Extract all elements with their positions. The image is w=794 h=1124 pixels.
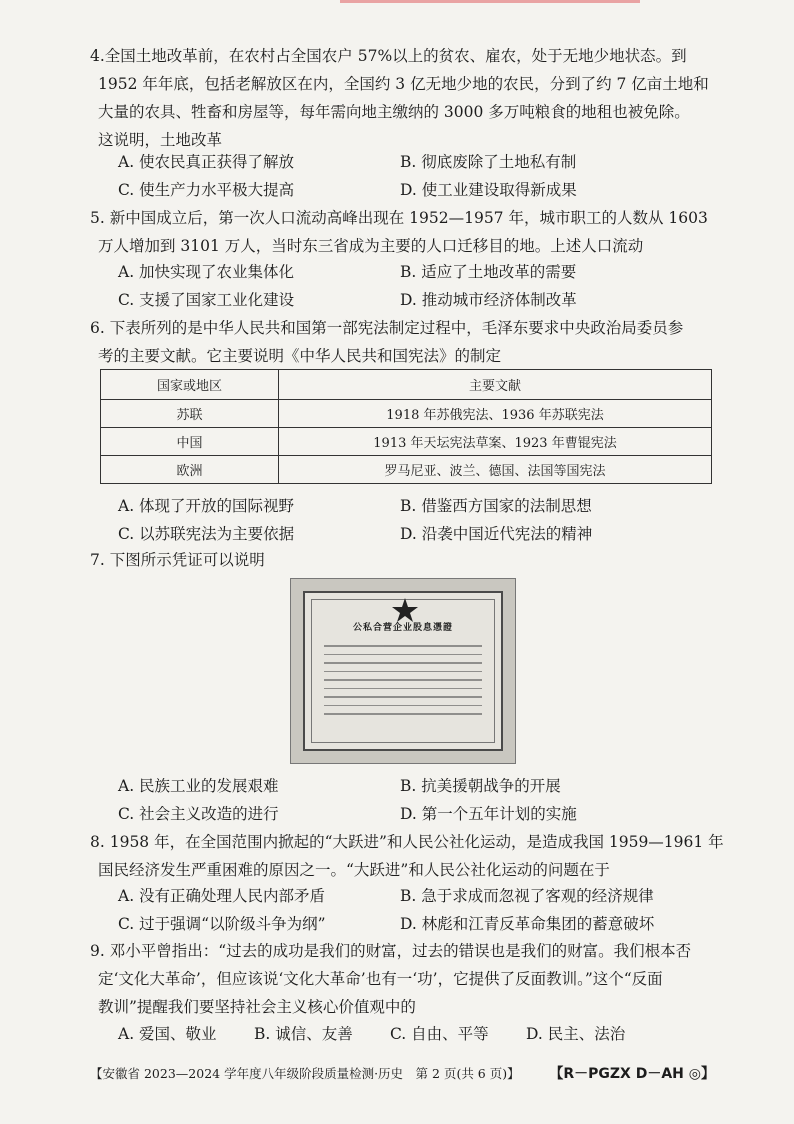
q5-option-c[interactable]: C. 支援了国家工业化建设	[118, 291, 295, 309]
question-6	[90, 314, 710, 370]
question-4	[90, 42, 710, 154]
q8-option-d[interactable]: D. 林彪和江青反革命集团的蓄意破坏	[400, 915, 655, 933]
q9-options	[118, 1020, 718, 1048]
q6-line: 考的主要文献。它主要说明《中华人民共和国宪法》的制定	[98, 347, 502, 365]
q7-option-b[interactable]: B. 抗美援朝战争的开展	[400, 777, 561, 795]
q8-option-a[interactable]: A. 没有正确处理人民内部矛盾	[118, 887, 326, 905]
q7-option-d[interactable]: D. 第一个五年计划的实施	[400, 805, 577, 823]
question-5	[90, 204, 710, 260]
q4-option-a[interactable]: A. 使农民真正获得了解放	[118, 153, 295, 171]
certificate	[303, 591, 503, 751]
q7-line: 7. 下图所示凭证可以说明	[90, 551, 265, 569]
question-7	[90, 546, 710, 574]
table-cell-region: 欧洲	[101, 456, 279, 484]
q8-options	[118, 882, 718, 938]
q6-option-d[interactable]: D. 沿袭中国近代宪法的精神	[400, 525, 593, 543]
q4-line: 4.全国土地改革前，在农村占全国农户 57%以上的贫农、雇农，处于无地少地状态。到	[90, 47, 687, 65]
q5-line: 万人增加到 3101 万人，当时东三省成为主要的人口迁移目的地。上述人口流动	[98, 237, 644, 255]
question-8	[90, 828, 724, 884]
q8-line: 国民经济发生严重困难的原因之一。“大跃进”和人民公社化运动的问题在于	[98, 861, 610, 879]
page-footer	[90, 1061, 715, 1087]
table-cell-region: 苏联	[101, 400, 279, 428]
table-cell-documents: 1913 年天坛宪法草案、1923 年曹锟宪法	[279, 428, 712, 456]
q8-option-b[interactable]: B. 急于求成而忽视了客观的经济规律	[400, 887, 654, 905]
q6-options	[118, 492, 718, 548]
q8-line: 8. 1958 年，在全国范围内掀起的“大跃进”和人民公社化运动，是造成我国 1959—1961 年	[90, 833, 724, 851]
constitution-documents-table	[100, 369, 712, 484]
q5-option-a[interactable]: A. 加快实现了农业集体化	[118, 263, 295, 281]
q4-option-b[interactable]: B. 彻底废除了土地私有制	[400, 153, 577, 171]
certificate-text-lines	[324, 638, 482, 722]
q4-options	[118, 148, 718, 204]
table-cell-documents: 罗马尼亚、波兰、德国、法国等国宪法	[279, 456, 712, 484]
q7-option-c[interactable]: C. 社会主义改造的进行	[118, 805, 279, 823]
q5-options	[118, 258, 718, 314]
q4-option-d[interactable]: D. 使工业建设取得新成果	[400, 181, 577, 199]
q6-option-b[interactable]: B. 借鉴西方国家的法制思想	[400, 497, 592, 515]
certificate-photo	[290, 578, 516, 764]
star-icon	[392, 598, 418, 622]
q9-option-a[interactable]: A. 爱国、敬业	[118, 1025, 217, 1043]
q8-option-c[interactable]: C. 过于强调“以阶级斗争为纲”	[118, 915, 326, 933]
table-row	[101, 428, 712, 456]
q9-line: 定‘文化大革命’，但应该说‘文化大革命’也有一‘功’，它提供了反面教训。”这个“反面	[98, 970, 663, 988]
table-header-region: 国家或地区	[101, 370, 279, 400]
q4-line: 1952 年年底，包括老解放区在内，全国约 3 亿无地少地的农民，分到了约 7 亿亩土地和	[98, 75, 709, 93]
q6-line: 6. 下表所列的是中华人民共和国第一部宪法制定过程中，毛泽东要求中央政治局委员参	[90, 319, 684, 337]
question-9	[90, 937, 710, 1021]
q5-line: 5. 新中国成立后，第一次人口流动高峰出现在 1952—1957 年，城市职工的人数从 1603	[90, 209, 708, 227]
q7-option-a[interactable]: A. 民族工业的发展艰难	[118, 777, 279, 795]
footer-paper-code: 【R－PGZX D－AH ◎】	[549, 1066, 715, 1082]
top-edge-mark	[340, 0, 640, 3]
q9-option-b[interactable]: B. 诚信、友善	[254, 1025, 353, 1043]
certificate-title: 公私合营企业股息憑證	[352, 623, 453, 633]
table-cell-documents: 1918 年苏俄宪法、1936 年苏联宪法	[279, 400, 712, 428]
q7-options	[118, 772, 718, 828]
q5-option-b[interactable]: B. 适应了土地改革的需要	[400, 263, 577, 281]
q9-option-d[interactable]: D. 民主、法治	[526, 1025, 626, 1043]
q6-option-c[interactable]: C. 以苏联宪法为主要依据	[118, 525, 295, 543]
q9-line: 教训”提醒我们要坚持社会主义核心价值观中的	[98, 998, 416, 1016]
q6-option-a[interactable]: A. 体现了开放的国际视野	[118, 497, 295, 515]
q4-option-c[interactable]: C. 使生产力水平极大提高	[118, 181, 295, 199]
footer-exam-info: 【安徽省 2023—2024 学年度八年级阶段质量检测·历史 第 2 页(共 6 页)】	[90, 1066, 520, 1081]
q5-option-d[interactable]: D. 推动城市经济体制改革	[400, 291, 577, 309]
q9-option-c[interactable]: C. 自由、平等	[390, 1025, 489, 1043]
table-row	[101, 400, 712, 428]
q4-line: 大量的农具、牲畜和房屋等，每年需向地主缴纳的 3000 多万吨粮食的地租也被免除。	[98, 103, 690, 121]
table-cell-region: 中国	[101, 428, 279, 456]
table-header-row	[101, 370, 712, 400]
table-row	[101, 456, 712, 484]
q4-line: 这说明，土地改革	[98, 131, 223, 149]
table-header-documents: 主要文献	[279, 370, 712, 400]
q9-line: 9. 邓小平曾指出：“过去的成功是我们的财富，过去的错误也是我们的财富。我们根本否	[90, 942, 692, 960]
